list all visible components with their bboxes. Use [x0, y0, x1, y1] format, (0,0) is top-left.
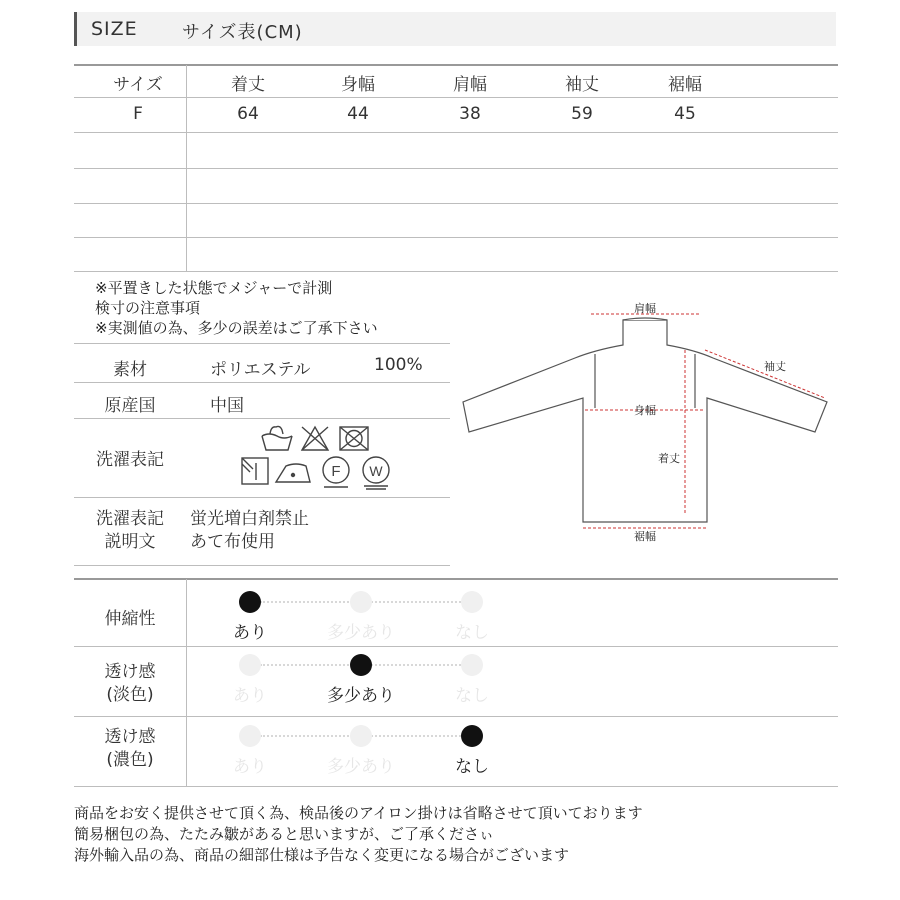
- garment-diagram: [455, 290, 845, 550]
- table-rule: [74, 271, 838, 272]
- diagram-length-label: 着丈: [658, 452, 680, 465]
- scale-option: なし: [455, 757, 489, 777]
- material-label: 素材: [113, 360, 147, 380]
- prop-rule: [74, 646, 838, 647]
- table-rule: [74, 203, 838, 204]
- hand-wash-icon: [262, 426, 292, 450]
- property-label-line: (淡色): [106, 685, 154, 705]
- care-desc: [190, 508, 309, 554]
- info-rule: [74, 418, 450, 419]
- size-title: SIZE: [91, 18, 138, 40]
- table-cell: 38: [459, 104, 481, 124]
- care-desc-line: 蛍光増白剤禁止: [190, 509, 309, 529]
- table-top-rule: [74, 64, 838, 66]
- prop-divider: [186, 579, 187, 786]
- scale-dot-selected: [461, 725, 483, 747]
- no-tumble-dry-icon: [340, 427, 368, 450]
- scale-dot: [461, 654, 483, 676]
- property-label-line: (濃色): [106, 750, 154, 770]
- measure-notes: [95, 278, 378, 338]
- footer-line: 商品をお安く提供させて頂く為、検品後のアイロン掛けは省略させて頂いております: [74, 804, 643, 822]
- property-label: 伸縮性: [104, 609, 156, 629]
- col-header-shoulder: 肩幅: [453, 75, 487, 95]
- dry-clean-letter: F: [331, 463, 341, 480]
- note-line: 検寸の注意事項: [95, 299, 201, 317]
- scale-option: あり: [233, 686, 267, 706]
- scale-option: あり: [233, 757, 267, 777]
- care-desc-label-line: 洗濯表記: [96, 509, 164, 529]
- care-desc-line: あて布使用: [190, 532, 275, 552]
- note-line: ※平置きした状態でメジャーで計測: [95, 279, 333, 297]
- scale-dot: [239, 654, 261, 676]
- scale-option: 多少あり: [327, 686, 395, 706]
- wet-clean-letter: W: [369, 463, 383, 479]
- scale-option: なし: [455, 686, 489, 706]
- table-cell: 64: [237, 104, 259, 124]
- footer-notes: [74, 803, 643, 866]
- prop-top-rule: [74, 578, 838, 580]
- care-desc-label: [74, 508, 186, 554]
- diagram-sleeve-label: 袖丈: [764, 360, 786, 373]
- no-bleach-icon: [302, 427, 328, 450]
- col-header-width: 身幅: [341, 75, 375, 95]
- table-rule: [74, 168, 838, 169]
- table-divider: [186, 65, 187, 271]
- scale-dot: [461, 591, 483, 613]
- col-header-sleeve: 袖丈: [565, 75, 599, 95]
- scale-option: あり: [233, 623, 267, 643]
- scale-dot: [350, 591, 372, 613]
- property-label: [74, 726, 186, 772]
- col-header-hem: 裾幅: [668, 75, 702, 95]
- info-rule: [74, 343, 450, 344]
- scale-option: 多少あり: [327, 757, 395, 777]
- property-label-line: 透け感: [104, 662, 156, 682]
- table-cell: F: [133, 104, 143, 124]
- care-desc-label-line: 説明文: [104, 532, 156, 552]
- prop-rule: [74, 786, 838, 787]
- origin-value: 中国: [210, 396, 244, 416]
- prop-rule: [74, 716, 838, 717]
- scale-option: 多少あり: [327, 623, 395, 643]
- property-label: [74, 661, 186, 707]
- col-header-size: サイズ: [113, 75, 163, 95]
- info-rule: [74, 382, 450, 383]
- info-rule: [74, 565, 450, 566]
- diagram-hem-label: 裾幅: [634, 530, 656, 543]
- dry-clean-f-icon: [323, 457, 349, 487]
- material-value: ポリエステル: [210, 360, 311, 380]
- size-subtitle: サイズ表(CM): [182, 22, 303, 43]
- table-cell: 45: [674, 104, 696, 124]
- col-header-length: 着丈: [231, 75, 265, 95]
- wet-clean-w-icon: [363, 457, 389, 489]
- table-rule: [74, 237, 838, 238]
- table-rule: [74, 132, 838, 133]
- table-rule: [74, 97, 838, 98]
- scale-option: なし: [455, 623, 489, 643]
- scale-dot: [239, 725, 261, 747]
- care-icons: [236, 420, 396, 495]
- scale-dot: [350, 725, 372, 747]
- info-rule: [74, 497, 450, 498]
- sweater-outline: [463, 318, 827, 522]
- note-line: ※実測値の為、多少の誤差はご了承下さい: [95, 319, 378, 337]
- diagram-chest-label: 身幅: [634, 404, 656, 417]
- footer-line: 簡易梱包の為、たたみ皺があると思いますが、ご了承くださぃ: [74, 825, 495, 843]
- care-label: 洗濯表記: [96, 450, 164, 470]
- scale-dot-selected: [239, 591, 261, 613]
- iron-low-icon: [276, 464, 310, 482]
- line-dry-shade-icon: [242, 458, 268, 484]
- scale-dot-selected: [350, 654, 372, 676]
- property-label-line: 透け感: [104, 727, 156, 747]
- diagram-shoulder-label: 肩幅: [634, 302, 656, 315]
- origin-label: 原産国: [104, 396, 156, 416]
- table-cell: 59: [571, 104, 593, 124]
- footer-line: 海外輸入品の為、商品の細部仕様は予告なく変更になる場合がございます: [74, 846, 570, 864]
- size-header: [74, 12, 836, 46]
- material-percent: 100%: [374, 355, 423, 375]
- table-cell: 44: [347, 104, 369, 124]
